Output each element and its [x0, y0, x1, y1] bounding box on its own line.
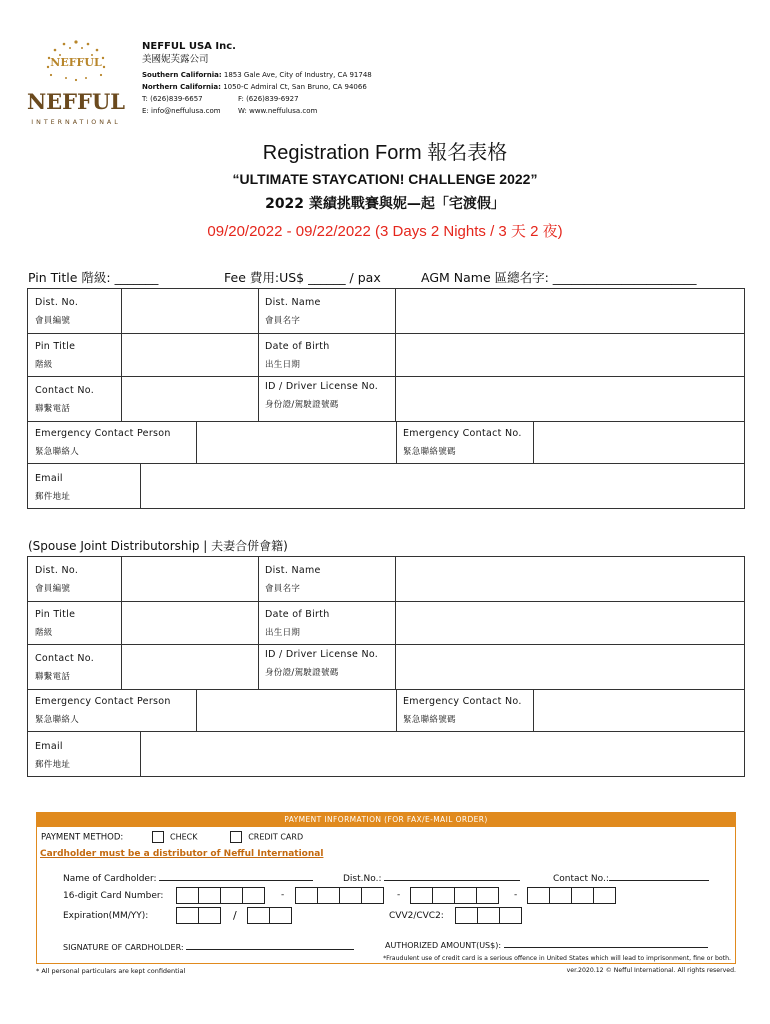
agm-name-field[interactable]: AGM Name 區總名字: _______________________ [421, 270, 697, 285]
title-block [0, 136, 770, 241]
fee-field[interactable]: Fee 費用:US$ ______ / pax [224, 270, 381, 285]
expiry-year[interactable] [247, 907, 291, 924]
id-input[interactable] [395, 377, 744, 421]
emergency-person-input[interactable] [196, 690, 396, 731]
id-label-cell: ID / Driver License No. 身份證/駕駛證號碼 [258, 377, 395, 421]
emergency-no-input[interactable] [533, 422, 744, 463]
cardholder-input[interactable] [159, 871, 313, 881]
email-label: Email 郵件地址 [35, 473, 71, 502]
contact-input[interactable] [121, 377, 258, 421]
card-number-label: 16-digit Card Number: [63, 891, 164, 901]
registrant-form [27, 288, 745, 509]
nefful-logo [22, 36, 130, 128]
email-input[interactable] [140, 464, 744, 508]
dob-label-cell: Date of Birth 出生日期 [258, 334, 395, 376]
dash-2: - [397, 890, 401, 900]
expiry-slash: / [233, 909, 237, 922]
dash-3: - [514, 890, 518, 900]
form-row-dist [28, 289, 744, 334]
pin-title-label: Pin Title 階級 [35, 609, 76, 638]
id-label-cell: ID / Driver License No. 身份證/駕駛證號碼 [258, 645, 395, 689]
event-title-cn: 2022 業績挑戰賽與妮—起「宅渡假」 [265, 196, 505, 212]
event-dates: 09/20/2022 - 09/22/2022 (3 Days 2 Nights / 3 天 2 夜) [207, 223, 563, 240]
dist-no-input[interactable] [121, 289, 258, 333]
north-address: Northern California: 1050-C Admiral Ct, San Bruno, CA 94066 [142, 83, 367, 91]
pin-title-input[interactable] [121, 334, 258, 376]
emergency-person-label: Emergency Contact Person 緊急聯絡人 [35, 696, 171, 725]
fraud-warning: *Fraudulent use of credit card is a serious offence in United States which will lead to imprisonment, fine or both. [383, 955, 731, 962]
cardholder-row: Name of Cardholder: [63, 871, 313, 884]
card-digits-group-3[interactable] [410, 887, 498, 904]
dash-1: - [281, 890, 285, 900]
check-label: CHECK [169, 832, 198, 842]
pin-title-label: Pin Title 階級 [35, 341, 76, 370]
dist-name-label-cell: Dist. Name 會員名字 [258, 557, 395, 601]
email-web: E: info@neffulusa.com W: www.neffulusa.com [142, 107, 318, 115]
payment-dist-no-input[interactable] [384, 871, 520, 881]
event-title: “ULTIMATE STAYCATION! CHALLENGE 2022” [232, 171, 538, 187]
dist-no-row: Dist.No.: [343, 871, 520, 884]
card-digits-group-2[interactable] [295, 887, 383, 904]
signature-input[interactable] [186, 940, 354, 950]
dob-input[interactable] [395, 334, 744, 376]
email-label: Email 郵件地址 [35, 741, 71, 770]
confidential-note: * All personal particulars are kept confidential [36, 967, 186, 975]
spouse-section-title: (Spouse Joint Distributorship | 夫妻合併會籍) [28, 539, 288, 553]
pin-title-input[interactable] [121, 602, 258, 644]
dist-name-label-cell: Dist. Name 會員名字 [258, 289, 395, 333]
contact-label: Contact No. 聯繫電話 [35, 385, 95, 414]
company-name-cn: 美國妮芙露公司 [142, 54, 209, 65]
svg-text:NEFFUL: NEFFUL [50, 56, 102, 69]
expiration-label: Expiration(MM/YY): [63, 911, 149, 921]
form-row-pin [28, 334, 744, 377]
form-row-contact [28, 645, 744, 690]
pin-title-field[interactable]: Pin Title 階級: _______ [28, 270, 159, 285]
dist-no-label: Dist. No. 會員編號 [35, 565, 79, 594]
emergency-no-label-cell: Emergency Contact No. 緊急聯絡號碼 [396, 690, 533, 731]
dob-label-cell: Date of Birth 出生日期 [258, 602, 395, 644]
payment-method-label: PAYMENT METHOD: [41, 832, 124, 843]
contact-label: Contact No. 聯繫電話 [35, 653, 95, 682]
check-checkbox[interactable] [152, 831, 164, 843]
svg-text:INTERNATIONAL: INTERNATIONAL [31, 119, 121, 126]
emergency-no-label-cell: Emergency Contact No. 緊急聯絡號碼 [396, 422, 533, 463]
amount-input[interactable] [504, 938, 708, 948]
form-row-email [28, 464, 744, 508]
payment-section [36, 812, 736, 964]
amount-row: AUTHORIZED AMOUNT(US$): [385, 938, 708, 950]
svg-text:NEFFUL: NEFFUL [26, 89, 126, 114]
card-digits-group-1[interactable] [176, 887, 264, 904]
spouse-form [27, 556, 745, 777]
cvv-digits[interactable] [455, 907, 521, 924]
dist-no-input[interactable] [121, 557, 258, 601]
form-row-emergency [28, 422, 744, 464]
dob-input[interactable] [395, 602, 744, 644]
form-row-emergency [28, 690, 744, 732]
credit-card-checkbox[interactable] [230, 831, 242, 843]
contact-input[interactable] [121, 645, 258, 689]
form-row-contact [28, 377, 744, 422]
phone-fax: T: (626)839-6657 F: (626)839-6927 [142, 95, 299, 103]
dist-no-label: Dist. No. 會員編號 [35, 297, 79, 326]
form-row-pin [28, 602, 744, 645]
contact-no-row: Contact No.: [553, 871, 709, 884]
form-row-dist [28, 557, 744, 602]
emergency-person-label: Emergency Contact Person 緊急聯絡人 [35, 428, 171, 457]
company-name: NEFFUL USA Inc. [142, 41, 236, 52]
payment-method-row [41, 831, 303, 843]
payment-header: PAYMENT INFORMATION (FOR FAX/E-MAIL ORDER) [37, 813, 735, 827]
form-row-email [28, 732, 744, 776]
company-info [142, 40, 372, 117]
email-input[interactable] [140, 732, 744, 776]
emergency-person-input[interactable] [196, 422, 396, 463]
credit-card-label: CREDIT CARD [248, 832, 304, 842]
copyright-note: ver.2020.12 © Nefful International. All rights reserved. [566, 967, 736, 974]
page-title: Registration Form 報名表格 [262, 142, 508, 164]
cvv-label: CVV2/CVC2: [389, 911, 444, 921]
dist-name-input[interactable] [395, 557, 744, 601]
payment-contact-input[interactable] [609, 871, 709, 881]
id-input[interactable] [395, 645, 744, 689]
dist-name-input[interactable] [395, 289, 744, 333]
emergency-no-input[interactable] [533, 690, 744, 731]
south-address: Southern California: 1853 Gale Ave, City of Industry, CA 91748 [142, 71, 372, 79]
cardholder-note: Cardholder must be a distributor of Nefful International [40, 849, 324, 859]
card-digits-group-4[interactable] [527, 887, 615, 904]
signature-row: SIGNATURE OF CARDHOLDER: [63, 940, 354, 952]
expiry-month[interactable] [176, 907, 220, 924]
